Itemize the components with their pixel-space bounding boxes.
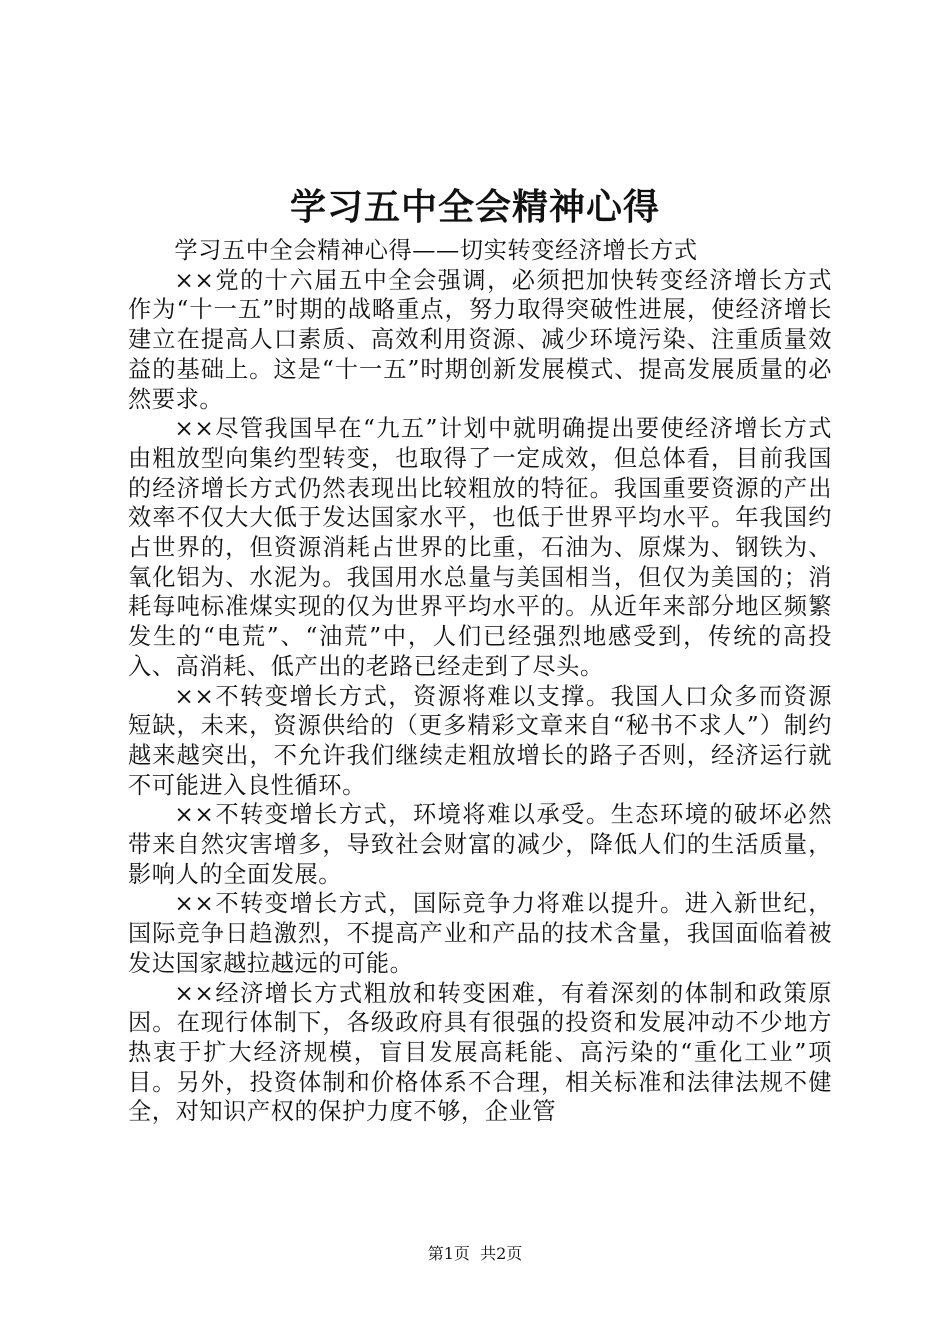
body-paragraph: ××尽管我国早在“九五”计划中就明确提出要使经济增长方式由粗放型向集约型转变，也取得了一定成效，但总体看，目前我国的经济增长方式仍然表现出比较粗放的特征。我国重要资源的产出效率不仅大大低于发达国家水平，也低于世界平均水平。年我国约占世界的，但资源消耗占世界的比重，石油为、原煤为、钢铁为、氧化铝为、水泥为。我国用水总量与美国相当，但仅为美国的；消耗每吨标准煤实现的仅为世界平均水平的。从近年来部分地区频繁发生的“电荒”、“油荒”中，人们已经强烈地感受到，传统的高投入、高消耗、低产出的老路已经走到了尽头。 — [128, 415, 832, 680]
subtitle-paragraph: 学习五中全会精神心得——切实转变经济增长方式 — [174, 237, 698, 264]
document-title: 学习五中全会精神心得 — [289, 186, 660, 228]
body-paragraph: ××不转变增长方式，环境将难以承受。生态环境的破坏必然带来自然灾害增多，导致社会财富的减少，降低人们的生活质量，影响人的全面发展。 — [128, 801, 832, 888]
body-paragraph: ××不转变增长方式，资源将难以支撑。我国人口众多而资源短缺，未来，资源供给的（更多精彩文章来自“秘书不求人”）制约越来越突出，不允许我们继续走粗放增长的路子否则，经济运行就不可能进入良性循环。 — [128, 682, 832, 799]
document-body — [128, 236, 832, 1127]
page-total: 共2页 — [480, 1244, 523, 1263]
body-paragraph: ××党的十六届五中全会强调，必须把加快转变经济增长方式作为“十一五”时期的战略重点，努力取得突破性进展，使经济增长建立在提高人口素质、高效利用资源、减少环境污染、注重质量效益的基础上。这是“十一五”时期创新发展模式、提高发展质量的必然要求。 — [128, 266, 832, 413]
page-number: 第1页 — [427, 1244, 470, 1263]
page-footer — [0, 1243, 950, 1265]
body-paragraph: ××不转变增长方式，国际竞争力将难以提升。进入新世纪，国际竞争日趋激烈，不提高产业和产品的技术含量，我国面临着被发达国家越拉越远的可能。 — [128, 890, 832, 977]
body-paragraph: ××经济增长方式粗放和转变困难，有着深刻的体制和政策原因。在现行体制下，各级政府具有很强的投资和发展冲动不少地方热衷于扩大经济规模，盲目发展高耗能、高污染的“重化工业”项目。另外，投资体制和价格体系不合理，相关标准和法律法规不健全，对知识产权的保护力度不够，企业管 — [128, 979, 832, 1126]
